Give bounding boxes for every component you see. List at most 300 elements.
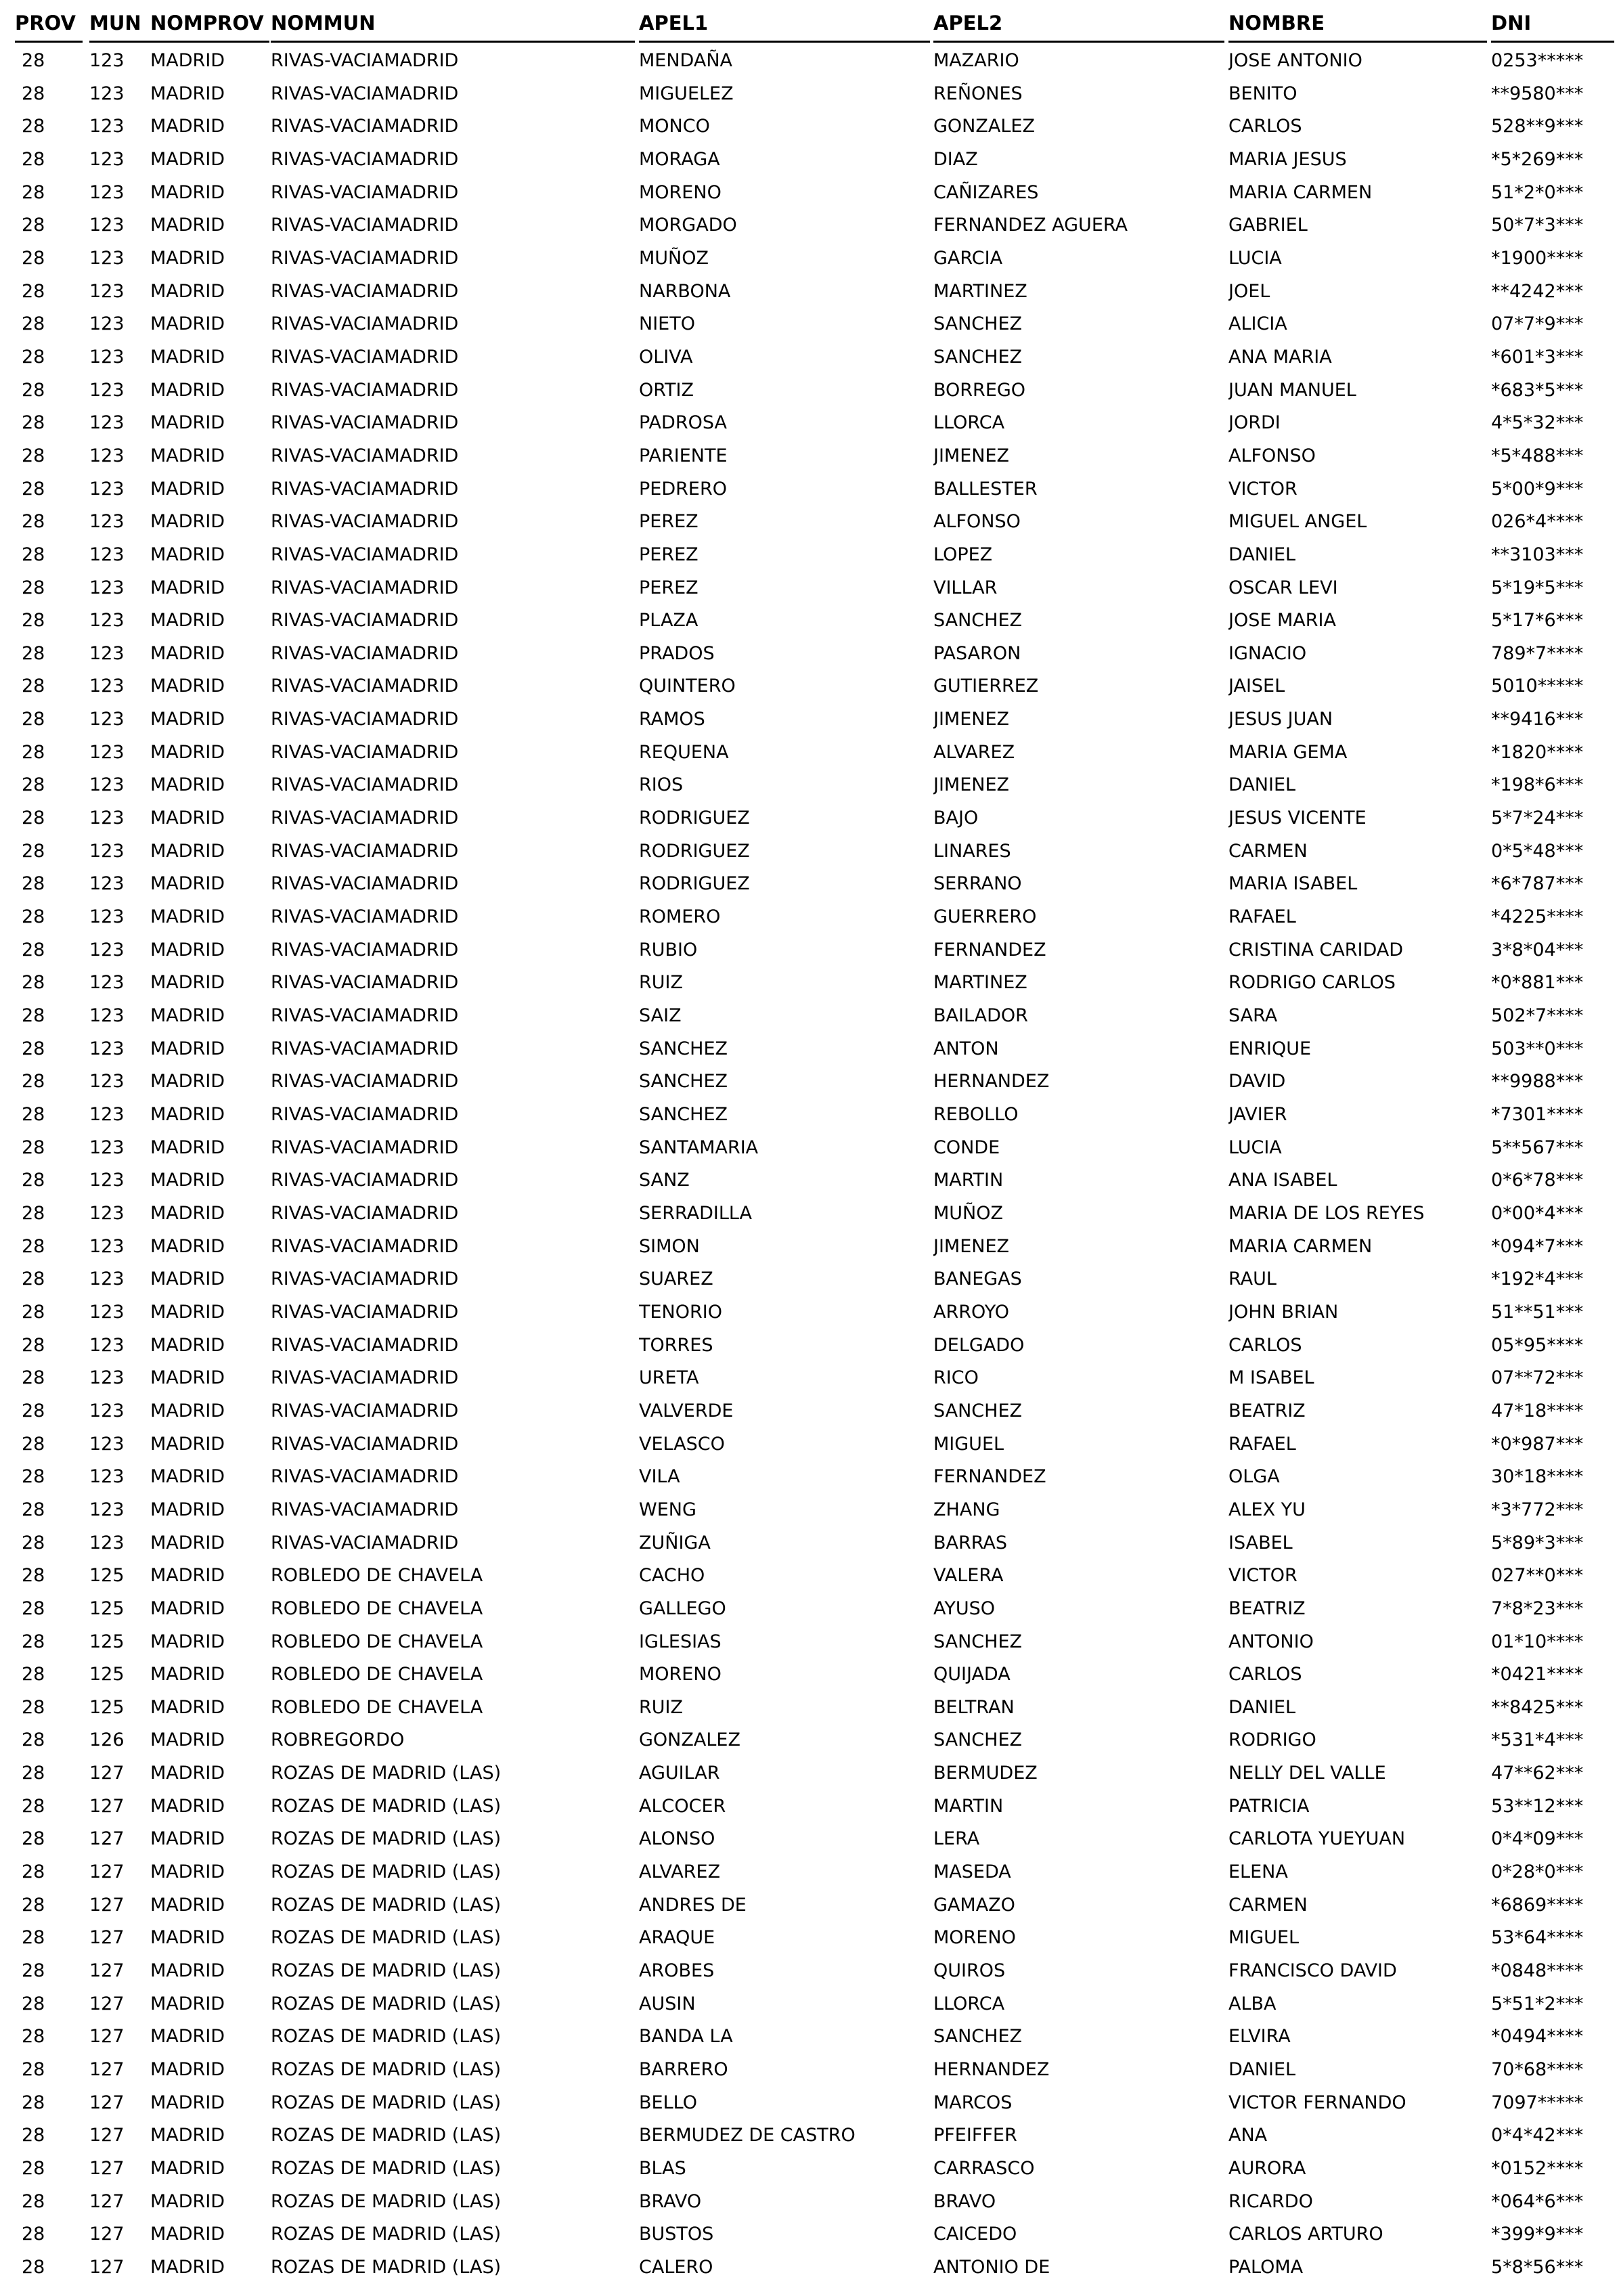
cell-apel2: CONDE <box>933 1136 1000 1158</box>
cell-dni: 502*7**** <box>1491 1005 1584 1027</box>
cell-apel2: BARRAS <box>933 1532 1008 1553</box>
cell-prov: 28 <box>22 280 45 302</box>
table-row <box>8 1031 1616 1064</box>
table-row <box>8 2150 1616 2184</box>
cell-prov: 28 <box>22 1301 45 1323</box>
cell-mun: 127 <box>89 2125 125 2146</box>
table-row <box>8 339 1616 372</box>
table-row <box>8 668 1616 701</box>
cell-apel2: VALERA <box>933 1565 1004 1587</box>
cell-dni: 5*51*2*** <box>1491 1993 1584 2014</box>
cell-nombre: MARIA CARMEN <box>1228 1235 1373 1257</box>
cell-nommun: ROBLEDO DE CHAVELA <box>271 1696 483 1718</box>
cell-apel1: SANCHEZ <box>639 1104 728 1125</box>
cell-dni: 3*8*04*** <box>1491 939 1584 961</box>
cell-apel2: REÑONES <box>933 83 1023 104</box>
table-row <box>8 405 1616 438</box>
cell-nommun: RIVAS-VACIAMADRID <box>271 709 459 730</box>
cell-nombre: JAVIER <box>1228 1104 1287 1125</box>
cell-apel1: QUINTERO <box>639 676 736 697</box>
cell-nomprov: MADRID <box>150 808 225 829</box>
cell-dni: 0*5*48*** <box>1491 840 1584 862</box>
cell-nomprov: MADRID <box>150 1367 225 1389</box>
cell-nommun: RIVAS-VACIAMADRID <box>271 247 459 269</box>
cell-nommun: RIVAS-VACIAMADRID <box>271 1170 459 1191</box>
cell-nomprov: MADRID <box>150 1828 225 1850</box>
cell-prov: 28 <box>22 50 45 71</box>
cell-prov: 28 <box>22 2092 45 2113</box>
table-row <box>8 141 1616 175</box>
cell-prov: 28 <box>22 1136 45 1158</box>
cell-apel1: MIGUELEZ <box>639 83 734 104</box>
cell-dni: 5010***** <box>1491 676 1584 697</box>
table-row <box>8 1887 1616 1920</box>
cell-prov: 28 <box>22 511 45 533</box>
cell-dni: 07**72*** <box>1491 1367 1584 1389</box>
cell-mun: 123 <box>89 1038 125 1059</box>
cell-mun: 125 <box>89 1597 125 1619</box>
cell-nommun: RIVAS-VACIAMADRID <box>271 1235 459 1257</box>
cell-nommun: ROZAS DE MADRID (LAS) <box>271 2059 502 2081</box>
cell-mun: 123 <box>89 1104 125 1125</box>
cell-apel2: BAJO <box>933 808 979 829</box>
cell-apel1: SANTAMARIA <box>639 1136 759 1158</box>
cell-nombre: JOSE ANTONIO <box>1228 50 1362 71</box>
table-row <box>8 1920 1616 1953</box>
cell-nombre: FRANCISCO DAVID <box>1228 1960 1397 1982</box>
cell-mun: 123 <box>89 873 125 895</box>
cell-dni: *6869**** <box>1491 1894 1584 1916</box>
cell-prov: 28 <box>22 1235 45 1257</box>
cell-apel2: SANCHEZ <box>933 1631 1023 1652</box>
cell-nomprov: MADRID <box>150 2190 225 2212</box>
cell-mun: 127 <box>89 1795 125 1817</box>
cell-nombre: ALICIA <box>1228 313 1287 335</box>
cell-apel1: ZUÑIGA <box>639 1532 711 1553</box>
table-row <box>8 43 1616 76</box>
cell-apel2: SANCHEZ <box>933 1400 1023 1421</box>
header-prov: PROV <box>15 5 83 43</box>
cell-nomprov: MADRID <box>150 1729 225 1751</box>
cell-dni: *094*7*** <box>1491 1235 1584 1257</box>
cell-nommun: RIVAS-VACIAMADRID <box>271 379 459 401</box>
cell-apel1: MENDAÑA <box>639 50 733 71</box>
table-row <box>8 2216 1616 2249</box>
cell-apel1: PARIENTE <box>639 445 728 466</box>
cell-nombre: NELLY DEL VALLE <box>1228 1763 1386 1784</box>
table-row <box>8 734 1616 768</box>
cell-nommun: ROBLEDO DE CHAVELA <box>271 1597 483 1619</box>
cell-prov: 28 <box>22 1367 45 1389</box>
cell-nomprov: MADRID <box>150 1202 225 1224</box>
cell-mun: 123 <box>89 972 125 994</box>
cell-apel1: PRADOS <box>639 642 715 664</box>
cell-apel2: GUTIERREZ <box>933 676 1039 697</box>
cell-apel1: MORENO <box>639 1664 722 1685</box>
cell-nombre: LUCIA <box>1228 247 1282 269</box>
cell-nommun: ROZAS DE MADRID (LAS) <box>271 2224 502 2245</box>
cell-mun: 125 <box>89 1664 125 1685</box>
header-dni: DNI <box>1491 5 1614 43</box>
cell-prov: 28 <box>22 577 45 598</box>
cell-nomprov: MADRID <box>150 577 225 598</box>
cell-dni: *0*987*** <box>1491 1433 1584 1455</box>
cell-prov: 28 <box>22 1400 45 1421</box>
cell-dni: *0152**** <box>1491 2158 1584 2179</box>
cell-nomprov: MADRID <box>150 280 225 302</box>
cell-mun: 127 <box>89 2026 125 2048</box>
cell-apel2: BANEGAS <box>933 1268 1022 1290</box>
cell-prov: 28 <box>22 873 45 895</box>
cell-prov: 28 <box>22 2256 45 2278</box>
cell-apel1: ALVAREZ <box>639 1861 721 1883</box>
cell-nombre: IGNACIO <box>1228 642 1307 664</box>
cell-nombre: CARMEN <box>1228 840 1308 862</box>
cell-prov: 28 <box>22 116 45 137</box>
cell-dni: 5*89*3*** <box>1491 1532 1584 1553</box>
table-row <box>8 602 1616 636</box>
table-row <box>8 175 1616 208</box>
cell-nomprov: MADRID <box>150 1894 225 1916</box>
cell-nomprov: MADRID <box>150 247 225 269</box>
cell-nommun: RIVAS-VACIAMADRID <box>271 1268 459 1290</box>
cell-nomprov: MADRID <box>150 1235 225 1257</box>
cell-apel2: SANCHEZ <box>933 610 1023 632</box>
cell-apel2: SANCHEZ <box>933 313 1023 335</box>
cell-dni: *4225**** <box>1491 906 1584 928</box>
cell-nombre: VICTOR <box>1228 1565 1298 1587</box>
cell-nomprov: MADRID <box>150 412 225 434</box>
cell-dni: 53**12*** <box>1491 1795 1584 1817</box>
cell-nomprov: MADRID <box>150 972 225 994</box>
cell-prov: 28 <box>22 1433 45 1455</box>
table-row <box>8 1722 1616 1755</box>
table-header <box>8 5 1616 43</box>
cell-mun: 123 <box>89 840 125 862</box>
cell-dni: 47**62*** <box>1491 1763 1584 1784</box>
cell-prov: 28 <box>22 478 45 500</box>
cell-nommun: ROZAS DE MADRID (LAS) <box>271 1927 502 1949</box>
cell-prov: 28 <box>22 1795 45 1817</box>
cell-nombre: ALBA <box>1228 1993 1277 2014</box>
cell-dni: 4*5*32*** <box>1491 412 1584 434</box>
cell-nomprov: MADRID <box>150 50 225 71</box>
cell-apel1: CACHO <box>639 1565 705 1587</box>
cell-mun: 123 <box>89 247 125 269</box>
cell-nombre: CARLOTA YUEYUAN <box>1228 1828 1406 1850</box>
cell-nombre: BENITO <box>1228 83 1298 104</box>
cell-apel1: ROMERO <box>639 906 721 928</box>
cell-prov: 28 <box>22 2125 45 2146</box>
table-row <box>8 1393 1616 1426</box>
cell-nombre: ENRIQUE <box>1228 1038 1312 1059</box>
table-row <box>8 1492 1616 1525</box>
cell-dni: *399*9*** <box>1491 2224 1584 2245</box>
cell-mun: 123 <box>89 1466 125 1488</box>
cell-dni: *3*772*** <box>1491 1499 1584 1520</box>
cell-apel1: MUÑOZ <box>639 247 709 269</box>
cell-apel2: LOPEZ <box>933 544 993 565</box>
cell-apel1: REQUENA <box>639 741 729 763</box>
header-mun: MUN <box>89 5 150 43</box>
cell-dni: *683*5*** <box>1491 379 1584 401</box>
cell-dni: 5*7*24*** <box>1491 808 1584 829</box>
cell-apel2: LLORCA <box>933 412 1005 434</box>
cell-prov: 28 <box>22 1927 45 1949</box>
cell-apel2: MAZARIO <box>933 50 1019 71</box>
cell-nommun: RIVAS-VACIAMADRID <box>271 478 459 500</box>
cell-mun: 123 <box>89 1170 125 1191</box>
cell-nommun: RIVAS-VACIAMADRID <box>271 1499 459 1520</box>
cell-dni: 50*7*3*** <box>1491 215 1584 236</box>
cell-nombre: JESUS VICENTE <box>1228 808 1367 829</box>
cell-mun: 123 <box>89 412 125 434</box>
cell-dni: *6*787*** <box>1491 873 1584 895</box>
cell-mun: 123 <box>89 1334 125 1356</box>
cell-nommun: RIVAS-VACIAMADRID <box>271 840 459 862</box>
cell-dni: 53*64**** <box>1491 1927 1584 1949</box>
cell-nommun: RIVAS-VACIAMADRID <box>271 83 459 104</box>
table-row <box>8 1360 1616 1393</box>
cell-apel1: BUSTOS <box>639 2224 714 2245</box>
cell-prov: 28 <box>22 1861 45 1883</box>
cell-nombre: ANA <box>1228 2125 1268 2146</box>
cell-nomprov: MADRID <box>150 215 225 236</box>
cell-mun: 127 <box>89 1960 125 1982</box>
cell-apel2: BORREGO <box>933 379 1026 401</box>
header-apel1: APEL1 <box>639 5 930 43</box>
cell-apel1: BELLO <box>639 2092 697 2113</box>
cell-apel2: BALLESTER <box>933 478 1038 500</box>
cell-nombre: CARLOS <box>1228 116 1302 137</box>
table-row <box>8 932 1616 965</box>
table-row <box>8 965 1616 998</box>
cell-apel2: SERRANO <box>933 873 1022 895</box>
table-row <box>8 1525 1616 1558</box>
table-row <box>8 2184 1616 2217</box>
cell-apel2: DIAZ <box>933 148 978 170</box>
cell-nombre: JESUS JUAN <box>1228 709 1333 730</box>
cell-dni: **4242*** <box>1491 280 1584 302</box>
cell-nommun: RIVAS-VACIAMADRID <box>271 1367 459 1389</box>
cell-mun: 127 <box>89 1861 125 1883</box>
cell-nommun: RIVAS-VACIAMADRID <box>271 445 459 466</box>
cell-nombre: CARLOS ARTURO <box>1228 2224 1383 2245</box>
cell-nommun: ROZAS DE MADRID (LAS) <box>271 2256 502 2278</box>
cell-nombre: JAISEL <box>1228 676 1285 697</box>
table-row <box>8 1327 1616 1361</box>
cell-mun: 125 <box>89 1565 125 1587</box>
cell-dni: 5*8*56*** <box>1491 2256 1584 2278</box>
cell-apel2: DELGADO <box>933 1334 1025 1356</box>
cell-nommun: RIVAS-VACIAMADRID <box>271 577 459 598</box>
cell-nombre: MARIA CARMEN <box>1228 181 1373 203</box>
cell-mun: 123 <box>89 83 125 104</box>
cell-mun: 123 <box>89 808 125 829</box>
cell-nomprov: MADRID <box>150 1993 225 2014</box>
cell-prov: 28 <box>22 181 45 203</box>
cell-nombre: MARIA GEMA <box>1228 741 1348 763</box>
cell-nombre: ANA MARIA <box>1228 346 1332 368</box>
cell-mun: 127 <box>89 2059 125 2081</box>
cell-dni: 789*7**** <box>1491 642 1584 664</box>
cell-apel2: GAMAZO <box>933 1894 1015 1916</box>
table-row <box>8 1063 1616 1097</box>
cell-apel1: PEDRERO <box>639 478 727 500</box>
cell-apel2: SANCHEZ <box>933 346 1023 368</box>
cell-prov: 28 <box>22 1499 45 1520</box>
cell-apel1: RUIZ <box>639 972 683 994</box>
cell-dni: *064*6*** <box>1491 2190 1584 2212</box>
table-row <box>8 1294 1616 1327</box>
cell-nommun: ROBLEDO DE CHAVELA <box>271 1565 483 1587</box>
cell-apel2: ANTON <box>933 1038 999 1059</box>
cell-nomprov: MADRID <box>150 2092 225 2113</box>
cell-mun: 123 <box>89 1367 125 1389</box>
cell-nomprov: MADRID <box>150 1005 225 1027</box>
cell-nombre: RAFAEL <box>1228 906 1296 928</box>
cell-nomprov: MADRID <box>150 1071 225 1092</box>
cell-apel1: ALCOCER <box>639 1795 726 1817</box>
cell-apel2: REBOLLO <box>933 1104 1019 1125</box>
cell-apel1: RODRIGUEZ <box>639 808 750 829</box>
cell-nommun: ROZAS DE MADRID (LAS) <box>271 2158 502 2179</box>
cell-prov: 28 <box>22 148 45 170</box>
cell-apel2: JIMENEZ <box>933 445 1010 466</box>
table-row <box>8 1261 1616 1294</box>
cell-nommun: ROBREGORDO <box>271 1729 405 1751</box>
cell-nommun: RIVAS-VACIAMADRID <box>271 148 459 170</box>
cell-dni: *5*269*** <box>1491 148 1584 170</box>
cell-dni: *0494**** <box>1491 2026 1584 2048</box>
cell-nommun: ROBLEDO DE CHAVELA <box>271 1631 483 1652</box>
cell-mun: 123 <box>89 511 125 533</box>
cell-mun: 123 <box>89 610 125 632</box>
cell-mun: 127 <box>89 2224 125 2245</box>
cell-apel1: SANCHEZ <box>639 1071 728 1092</box>
cell-apel2: ARROYO <box>933 1301 1010 1323</box>
cell-nombre: BEATRIZ <box>1228 1400 1306 1421</box>
cell-apel1: RIOS <box>639 774 684 796</box>
cell-apel1: BRAVO <box>639 2190 702 2212</box>
cell-nommun: ROZAS DE MADRID (LAS) <box>271 1861 502 1883</box>
cell-nombre: PALOMA <box>1228 2256 1304 2278</box>
cell-apel2: CAÑIZARES <box>933 181 1039 203</box>
table-row <box>8 1558 1616 1591</box>
cell-apel2: ALFONSO <box>933 511 1021 533</box>
cell-apel1: ORTIZ <box>639 379 694 401</box>
cell-prov: 28 <box>22 1664 45 1685</box>
cell-prov: 28 <box>22 1894 45 1916</box>
cell-nombre: JUAN MANUEL <box>1228 379 1356 401</box>
cell-prov: 28 <box>22 1038 45 1059</box>
cell-apel1: PEREZ <box>639 577 698 598</box>
cell-prov: 28 <box>22 774 45 796</box>
cell-apel2: SANCHEZ <box>933 2026 1023 2048</box>
cell-nomprov: MADRID <box>150 2125 225 2146</box>
cell-nommun: ROZAS DE MADRID (LAS) <box>271 1828 502 1850</box>
cell-prov: 28 <box>22 1071 45 1092</box>
cell-mun: 127 <box>89 1894 125 1916</box>
cell-apel2: RICO <box>933 1367 979 1389</box>
cell-apel1: VELASCO <box>639 1433 725 1455</box>
cell-apel2: PFEIFFER <box>933 2125 1017 2146</box>
cell-apel1: PLAZA <box>639 610 698 632</box>
table-row <box>8 899 1616 932</box>
cell-nommun: ROZAS DE MADRID (LAS) <box>271 2026 502 2048</box>
cell-dni: *531*4*** <box>1491 1729 1584 1751</box>
table-row <box>8 1097 1616 1130</box>
cell-nommun: RIVAS-VACIAMADRID <box>271 1136 459 1158</box>
cell-apel1: BLAS <box>639 2158 686 2179</box>
cell-apel1: SANCHEZ <box>639 1038 728 1059</box>
cell-apel2: MARTINEZ <box>933 280 1027 302</box>
table-row <box>8 833 1616 866</box>
cell-prov: 28 <box>22 1828 45 1850</box>
cell-prov: 28 <box>22 1993 45 2014</box>
cell-nombre: ALEX YU <box>1228 1499 1306 1520</box>
cell-apel1: RUBIO <box>639 939 698 961</box>
cell-nomprov: MADRID <box>150 1927 225 1949</box>
cell-nommun: ROZAS DE MADRID (LAS) <box>271 1993 502 2014</box>
cell-prov: 28 <box>22 808 45 829</box>
cell-mun: 125 <box>89 1631 125 1652</box>
table-row <box>8 537 1616 570</box>
table-row <box>8 866 1616 899</box>
cell-dni: 0*6*78*** <box>1491 1170 1584 1191</box>
cell-nombre: JORDI <box>1228 412 1281 434</box>
cell-dni: 5*19*5*** <box>1491 577 1584 598</box>
cell-nombre: CARLOS <box>1228 1334 1302 1356</box>
cell-nommun: RIVAS-VACIAMADRID <box>271 939 459 961</box>
cell-nomprov: MADRID <box>150 1597 225 1619</box>
cell-dni: 01*10**** <box>1491 1631 1584 1652</box>
cell-nommun: RIVAS-VACIAMADRID <box>271 906 459 928</box>
cell-nomprov: MADRID <box>150 1795 225 1817</box>
cell-dni: 05*95**** <box>1491 1334 1584 1356</box>
cell-dni: 07*7*9*** <box>1491 313 1584 335</box>
cell-mun: 123 <box>89 1400 125 1421</box>
cell-dni: *198*6*** <box>1491 774 1584 796</box>
cell-prov: 28 <box>22 412 45 434</box>
cell-nomprov: MADRID <box>150 1038 225 1059</box>
cell-apel2: MASEDA <box>933 1861 1011 1883</box>
table-row <box>8 2117 1616 2150</box>
cell-apel2: ANTONIO DE <box>933 2256 1050 2278</box>
cell-nomprov: MADRID <box>150 1433 225 1455</box>
cell-dni: 503**0*** <box>1491 1038 1584 1059</box>
cell-nomprov: MADRID <box>150 346 225 368</box>
cell-nombre: ANA ISABEL <box>1228 1170 1337 1191</box>
cell-apel2: QUIJADA <box>933 1664 1011 1685</box>
cell-nombre: JOEL <box>1228 280 1270 302</box>
cell-prov: 28 <box>22 1565 45 1587</box>
cell-mun: 123 <box>89 1433 125 1455</box>
cell-nommun: ROZAS DE MADRID (LAS) <box>271 1763 502 1784</box>
cell-nommun: RIVAS-VACIAMADRID <box>271 544 459 565</box>
cell-prov: 28 <box>22 2190 45 2212</box>
cell-nomprov: MADRID <box>150 1861 225 1883</box>
cell-nommun: RIVAS-VACIAMADRID <box>271 610 459 632</box>
cell-nomprov: MADRID <box>150 511 225 533</box>
cell-dni: 47*18**** <box>1491 1400 1584 1421</box>
header-nomprov: NOMPROV <box>150 5 269 43</box>
cell-apel1: RAMOS <box>639 709 705 730</box>
cell-apel1: GALLEGO <box>639 1597 726 1619</box>
cell-apel1: VALVERDE <box>639 1400 734 1421</box>
table-row <box>8 2085 1616 2118</box>
cell-nomprov: MADRID <box>150 478 225 500</box>
